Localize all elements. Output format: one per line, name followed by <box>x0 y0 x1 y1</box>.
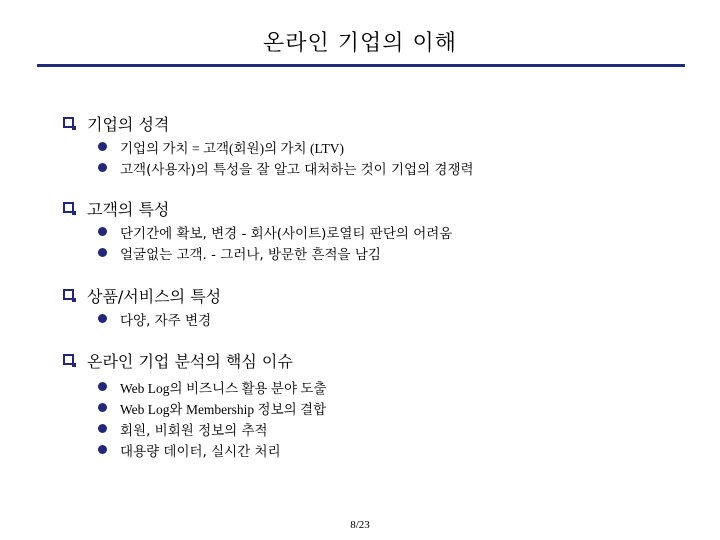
bullet-dot-icon <box>98 163 107 172</box>
page-number: 8/23 <box>350 519 370 531</box>
checkbox-bullet-icon <box>63 354 74 365</box>
bullet-dot-icon <box>98 403 107 412</box>
checkbox-bullet-icon <box>63 289 74 300</box>
bullet-dot-icon <box>98 314 107 323</box>
bullet-dot-icon <box>98 248 107 257</box>
bullet-dot-icon <box>98 382 107 391</box>
title-divider <box>37 64 685 67</box>
checkbox-bullet-icon <box>63 117 74 128</box>
bullet-dot-icon <box>98 445 107 454</box>
bullet-dot-icon <box>98 424 107 433</box>
bullet-dot-icon <box>98 227 107 236</box>
bullet-dot-icon <box>98 142 107 151</box>
slide-title: 온라인 기업의 이해 <box>262 31 457 56</box>
checkbox-bullet-icon <box>63 202 74 213</box>
